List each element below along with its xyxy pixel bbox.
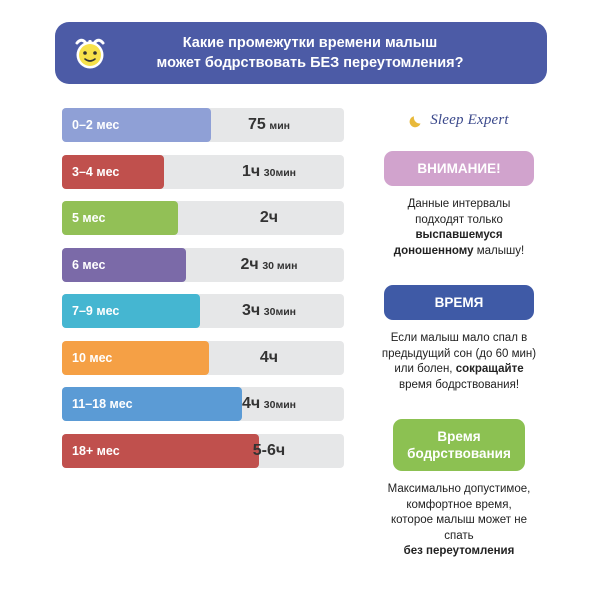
time-badge: ВРЕМЯ [384,285,534,320]
bar-row [62,294,344,328]
bar-label: 10 мес [72,350,113,365]
attention-note-bold-1: выспавшемуся [415,229,503,241]
attention-note-line-1: Данные интервалы [407,198,511,210]
bar-value-main: 1ч [241,162,261,180]
bar-value-unit: 30мин [263,306,297,318]
bar-value [194,294,344,328]
header-banner [55,22,547,84]
bar-row [62,155,344,189]
bar-value [194,341,344,375]
bar-row [62,341,344,375]
awake-time-badge [393,419,525,471]
awake-note-bold-1: без переутомления [403,545,515,557]
bar-value-main: 75 [248,116,266,133]
bar-row [62,387,344,421]
time-note-line-2: предыдущий сон (до 60 мин) [381,347,537,360]
brand-logo [368,112,550,129]
attention-badge: ВНИМАНИЕ! [384,151,534,186]
bar-row [62,201,344,235]
time-note-line-4: время бодрствования! [398,378,520,391]
bar-label: 7–9 мес [72,304,120,318]
bar-value [194,108,344,142]
attention-note-line-2: подходят только [415,213,503,226]
bar-value-main: 5-6ч [252,441,286,459]
bar-value [194,434,344,468]
attention-note [370,197,548,259]
bar-value-unit: 30мин [263,399,297,411]
bar-row [62,108,344,142]
awake-note-line-4: спать [444,529,474,542]
bar-value-main: 4ч [259,348,279,366]
awake-badge-line-2: бодрствования [407,446,511,461]
awake-note-line-1: Максимально допустимое, [387,483,531,495]
time-note [370,331,548,393]
header-line-1: Какие промежутки времени малыш [182,35,438,51]
crescent-moon-icon [409,113,425,129]
bar-label: 6 мес [72,257,106,272]
awake-badge-line-1: Время [437,429,481,444]
time-note-line-3: или болен, [394,363,456,375]
brand-name: Sleep Expert [430,112,509,128]
bar-value [194,387,344,421]
alarm-clock-icon [69,32,111,74]
bar-value-main: 3ч [241,302,261,319]
bar-value-main: 2ч [259,209,279,226]
awake-note-line-2: комфортное время, [406,498,512,511]
bar-value-main: 2ч [240,255,259,273]
time-note-line-1: Если малыш мало спал в [390,332,528,344]
bar-value-main: 4ч [241,395,261,412]
bar-row [62,248,344,282]
time-note-bold-1: сокращайте [455,363,524,375]
bar-value [194,155,344,189]
header-line-2: может бодрствовать БЕЗ переутомления? [156,55,464,71]
awake-note-line-3: которое малыш может не [390,514,527,526]
side-panel [368,112,550,560]
bar-value [194,201,344,235]
bar-label: 3–4 мес [72,164,120,179]
bar-value-unit: 30мин [263,166,297,179]
bar-label: 0–2 мес [72,118,120,132]
age-wake-window-chart [62,108,344,480]
attention-note-tail: малышу! [473,244,525,257]
bar-value-unit: 30 мин [262,259,298,272]
bar-value [194,248,344,282]
awake-note [370,482,548,560]
bar-label: 5 мес [72,211,106,225]
bar-label: 11–18 мес [72,397,133,411]
bar-row [62,434,344,468]
bar-label: 18+ мес [72,443,120,458]
page-title [117,33,533,73]
bar-value-unit: мин [269,120,290,132]
attention-note-bold-2: доношенному [393,244,474,257]
